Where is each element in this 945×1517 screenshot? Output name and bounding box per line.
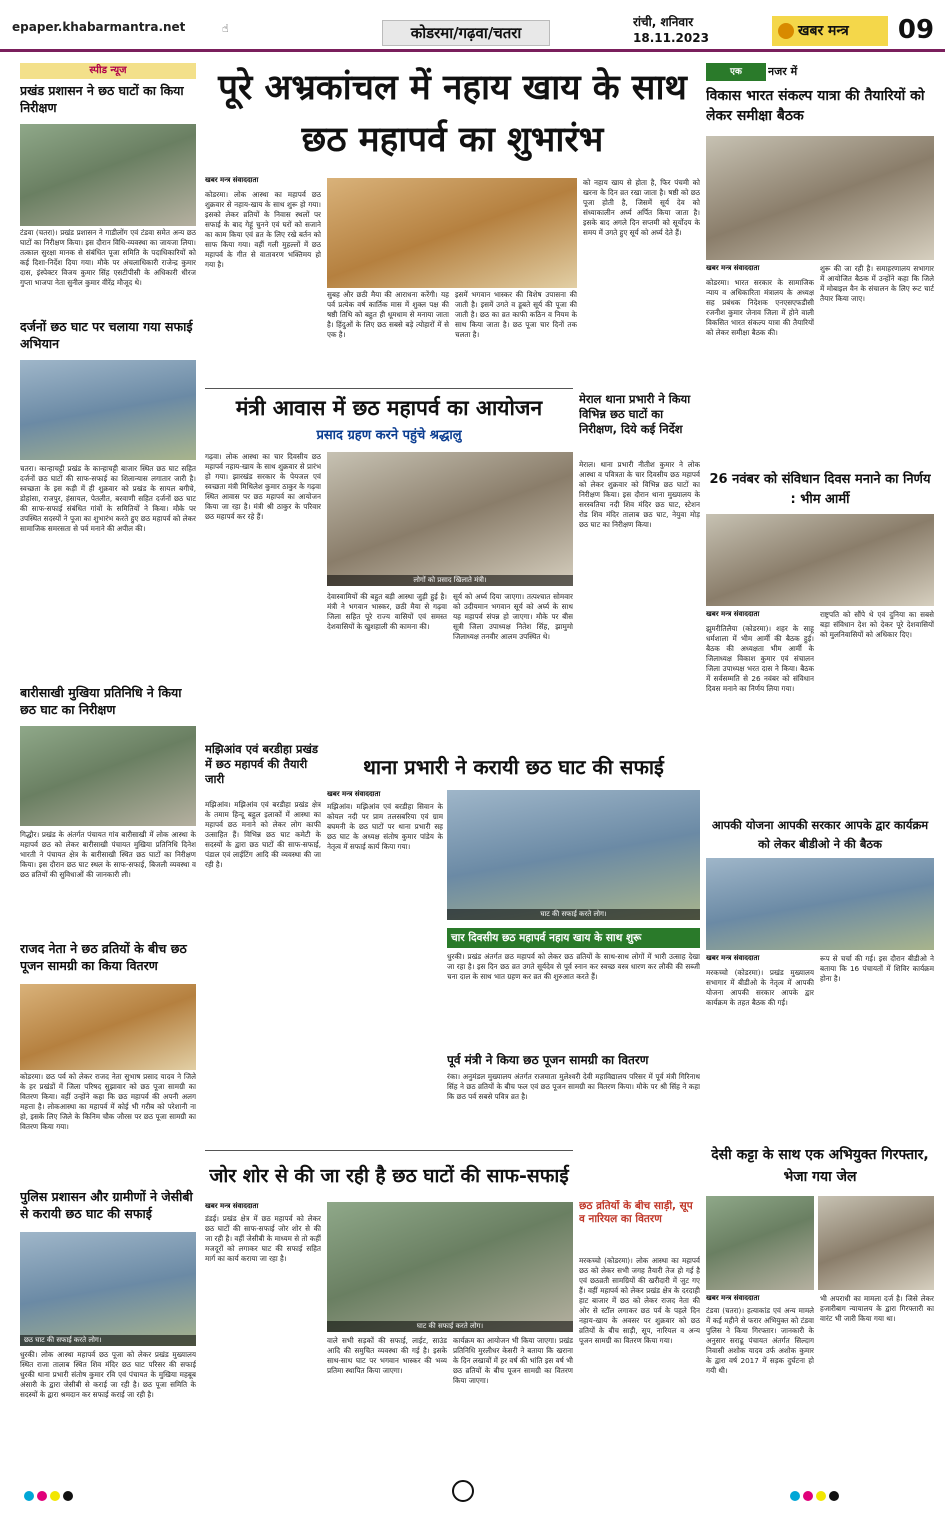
left-headline-5: पुलिस प्रशासन और ग्रामीणों ने जेसीबी से करायी छठ घाट की सफाई xyxy=(20,1189,193,1221)
epaper-url[interactable]: epaper.khabarmantra.net xyxy=(12,20,186,34)
brand-name: खबर मन्त्र xyxy=(798,23,849,39)
registration-mark-icon xyxy=(452,1480,474,1502)
cursor-icon: ☝ xyxy=(222,22,229,35)
main-photo xyxy=(327,178,577,288)
majhiaon-headline: मझिआंव एवं बरडीहा प्रखंड में छठ महापर्व की तैयारी जारी xyxy=(205,742,319,786)
right-byline-4: खबर मन्त्र संवाददाता xyxy=(706,1294,760,1302)
left-article-5: धुरकी। लोक आस्था महापर्व छठ पूजा को लेकर प्रखंड मुख्यालय स्थित राजा तालाब स्थित शिव मंदिर छठ घाट परिसर की सफाई धुरकी थाना प्रभारी संतोष कुमार रवि एवं पंचायत के मुखिया महबूब अंसारी के द्वारा जेसीबी से कराई जा रही है। छठ पूजा समिति के सदस्यों के द्वारा श्रमदान कर सफाई कराई जा रही है। xyxy=(20,1350,196,1399)
speed-news-strip xyxy=(20,63,196,79)
issue-date: 18.11.2023 xyxy=(633,31,709,45)
color-registration-dots-right xyxy=(790,1486,940,1502)
ghat-cleaning-col-2: वाले सभी सड़कों की सफाई, लाईट, साउंड आदि की समुचित व्यवस्था की गई है। इसके साथ-साथ घाट पर भगवान भास्कर की भव्य प्रतिमा स्थापित किया जाएगा। xyxy=(327,1336,447,1375)
right-article-3a: मरकच्चो (कोडरमा)। प्रखंड मुख्यालय सभागार में बीडीओ के नेतृत्व में आपकी योजना आपकी सरकार आपके द्वार कार्यक्रम के तहत बैठक की गई। xyxy=(706,968,814,1007)
police-byline: खबर मन्त्र संवाददाता xyxy=(327,790,381,798)
right-article-2a: झुमरीतिलैया (कोडरमा)। शहर के साहू धर्मशाला में भीम आर्मी की बैठक हुई। बैठक की अध्यक्षता भीम आर्मी के जिलाध्यक्ष विकाश कुमार एवं संचालन जिला उपाध्यक्ष भरत दास ने किया। बैठक में सर्वसम्मति से 26 नवंबर को संविधान दिवस मनाने का निर्णय लिया गया। xyxy=(706,624,814,693)
majhiaon-article: मझिआंव। मझिआंव एवं बरडीहा प्रखंड क्षेत्र के तमाम हिन्दू बहुल इलाकों में आस्था का महापर्व छठ मनाने को लेकर लोग काफी उत्साहित हैं। विभिन्न छठ घाट कमेटी के सदस्यों के द्वारा छठ घाटों की साफ-सफाई, पंडाल एवं लाईटिंग आदि की व्यवस्था की जा रही है। xyxy=(205,800,321,869)
police-cleaning-headline: थाना प्रभारी ने करायी छठ घाट की सफाई xyxy=(363,755,664,779)
ghat-cleaning-headline: जोर शोर से की जा रही है छठ घाटों की साफ-सफाई xyxy=(209,1165,569,1187)
former-minister-headline: पूर्व मंत्री ने किया छठ पूजन सामग्री का वितरण xyxy=(447,1053,649,1067)
meral-headline: मेराल थाना प्रभारी ने किया विभिन्न छठ घाटों का निरीक्षण, दिये कई निर्देश xyxy=(579,392,691,436)
right-headline-4: देसी कट्टा के साथ एक अभियुक्त गिरफ्तार, भेजा गया जेल xyxy=(711,1147,929,1185)
left-photo-1 xyxy=(20,124,196,226)
section-title: कोडरमा/गढ़वा/चतरा xyxy=(382,20,550,46)
main-article-col-2: सुबह और छठी मैया की आराधना करेंगी। यह पर्व प्रत्येक वर्ष कार्तिक मास में शुक्ल पक्ष की षष्ठी तिथि को बहुत ही धूमधाम से मनाया जाता है। हिंदुओं के लिए छठ सबसे बड़े त्योहारों में से एक है। xyxy=(327,290,449,339)
minister-article-col-3: सूर्य को अर्घ्य दिया जाएगा। तत्पश्चात सोमवार को उदीयमान भगवान सूर्य को अर्घ्य के साथ यह महापर्व संपन्न हो जाएगा। मौके पर बीस सूत्री जिला उपाध्यक्ष नितेश सिंह, झामुमो जिलाध्यक्ष तनवीर आलम उपस्थित थे। xyxy=(453,592,573,641)
right-byline-2: खबर मन्त्र संवाददाता xyxy=(706,610,760,618)
right-article-3b: रूप से चर्चा की गई। इस दौरान बीडीओ ने बताया कि 16 पंचायतों में शिविर कार्यक्रम होना है। xyxy=(820,954,934,983)
chhath-start-headline: चार दिवसीय छठ महापर्व नहाय खाय के साथ शुरू xyxy=(447,928,700,948)
ek-tag: एक xyxy=(706,63,766,81)
minister-headline: मंत्री आवास में छठ महापर्व का आयोजन xyxy=(235,396,543,420)
left-headline-2: दर्जनों छठ घाट पर चलाया गया सफाई अभियान xyxy=(20,319,193,351)
ghat-cleaning-caption: घाट की सफाई करते लोग। xyxy=(327,1321,573,1332)
former-minister-article: रंका। अनुमंडल मुख्यालय अंतर्गत राजमाता मुलेश्वरी देवी महाविद्यालय परिसर में पूर्व मंत्री गिरिनाथ सिंह ने छठ व्रतियों के बीच फल एवं छठ पूजन सामग्री का वितरण किया। मौके पर श्री सिंह ने कहा कि छठ पर्व सबसे पवित्र व्रत है। xyxy=(447,1072,700,1101)
right-article-2b: राष्ट्रपति को सौंपे थे एवं दुनिया का सबसे बड़ा संविधान देश को देकर पूरे देशवासियों को मुलनिवासियों को अधिकार दिए। xyxy=(820,610,934,639)
minister-article-col-1: गढ़वा। लोक आस्था का चार दिवसीय छठ महापर्व नहाय-खाय के साथ शुक्रवार से प्रारंभ हो गया। झारखंड सरकार के पेयजल एवं स्वच्छता मंत्री मिथिलेश कुमार ठाकुर के गढ़वा स्थित आवास पर छठ महापर्व का आयोजन किया जा रहा है। मंत्री श्री ठाकुर के परिवार छठ महापर्व कर रहे हैं। xyxy=(205,452,321,521)
nazar-mein-tag: नजर में xyxy=(768,65,798,78)
left-article-3: गिद्धौर। प्रखंड के अंतर्गत पंचायत गांव बारीसाखी में लोक आस्था के महापर्व छठ को लेकर बारीसाखी पंचायत मुखिया प्रतिनिधि दिनेश भारती ने पंचायत क्षेत्र के बारीसाखी स्थित छठ घाटों का निरीक्षण किया। इस दौरान छठ घाट स्थल के साफ-सफाई, बिजली व्यवस्था व छठ व्रतियों की सुविधाओं की जानकारी ली। xyxy=(20,830,196,879)
meral-article: मेराल। थाना प्रभारी नीतीश कुमार ने लोक आस्था व पवित्रता के चार दिवसीय छठ महापर्व को लेकर शुक्रवार को विभिन्न छठ घाटों का निरीक्षण किया। इस दौरान थाना मुख्यालय के सरस्वतिया नदी शिव मंदिर छठ घाट, स्टेशन रोड शिव मंदिर तालाब छठ घाट, नेयुवा मोड़ छठ घाट का निरीक्षण किया। xyxy=(579,460,700,529)
right-article-1a: कोडरमा। भारत सरकार के सामाजिक न्याय व अधिकारिता मंत्रालय के अध्यक्ष सह प्रबंधक निदेशक एनएसएफडीसी रजनीश कुमार जेनाव जिला में होने वाली विकसित भारत संकल्प यात्रा की तैयारियों को लेकर समीक्षा बैठक की। xyxy=(706,278,814,337)
minister-subhead: प्रसाद ग्रहण करने पहुंचे श्रद्धालु xyxy=(316,428,462,443)
ghat-byline: खबर मन्त्र संवाददाता xyxy=(205,1202,259,1210)
right-byline-3: खबर मन्त्र संवाददाता xyxy=(706,954,760,962)
police-cleaning-article: मझिआंव। मझिआंव एवं बरडीहा सिवान के कोयल नदी पर प्राम तलसबरिया एवं ग्राम बघमनी के छठ घाटों पर थाना प्रभारी सह छठ घाट के अध्यक्ष संतोष कुमार पांडेय के नेतृत्व में सफाई कार्य किया गया। xyxy=(327,802,443,851)
left-article-4: कोडरमा। छठ पर्व को लेकर राजद नेता सुभाष प्रसाद यादव ने जिले के हर प्रखंडों में जिला परिषद सुझावार को छठ पूजा सामग्री का वितरण किया। वहीं उन्होंने कहा कि छठ महापर्व की अपनी अलग महत्ता है। लोकआस्था का महापर्व में कोई भी गरीब को परेशानी ना हो, इसके लिए जिले के किनिम चौक जौरस पर छठ पूजा सामग्री का वितरण किया गया। xyxy=(20,1072,196,1131)
police-cleaning-caption: घाट की सफाई करते लोग। xyxy=(447,909,700,920)
right-photo-2 xyxy=(706,514,934,606)
divider xyxy=(205,1150,573,1151)
left-photo-4 xyxy=(20,984,196,1070)
dateline xyxy=(633,14,709,46)
right-headline-1: विकास भारत संकल्प यात्रा की तैयारियों को लेकर समीक्षा बैठक xyxy=(706,88,925,124)
brand-logo xyxy=(772,16,888,46)
ghat-cleaning-col-3: कार्यक्रम का आयोजन भी किया जाएगा। प्रखंड प्रतिनिधि मुरलीधर केसरी ने बताया कि खराना के दिन लखावों में हर वर्ष की भांति इस वर्ष भी छठ व्रतियों के बीच पूजन सामग्री का वितरण किया जाएगा। xyxy=(453,1336,573,1385)
chhath-start-article: धुरकी। प्रखंड अंतर्गत छठ महापर्व को लेकर छठ व्रतियों के साथ-साथ लोगों में भारी उत्साह देखा जा रहा है। इस दिन छठ व्रत उगते सूर्यदेव से पूर्व स्नान कर स्वच्छ वस्त्र धारण कर लौकी की सब्जी चना दाल के साथ भात ग्रहण कर व्रत की शुरुआत करते हैं। xyxy=(447,952,700,981)
left-headline-4: राजद नेता ने छठ व्रतियों के बीच छठ पूजन सामग्री का किया वितरण xyxy=(20,941,187,973)
left-photo-5 xyxy=(20,1232,196,1346)
main-headline: पूरे अभ्रकांचल में नहाय खाय के साथ छठ महापर्व का शुभारंभ xyxy=(218,68,687,160)
right-photo-4b xyxy=(818,1196,934,1290)
right-article-4a: टंडवा (चतरा)। हत्याकांड एवं अन्य मामले में कई महीने से फरार अभियुक्त को टंडवा पुलिस ने किया गिरफ्तार। जानकारी के अनुसार सराढू पंचायत अंतर्गत सिल्दाग निवासी अशोक यादव उर्फ अशोक कुमार के द्वारा वर्ष 2017 में सड़क दुर्घटना हो गयी थी। xyxy=(706,1306,814,1375)
left-headline-3: बारीसाखी मुखिया प्रतिनिधि ने किया छठ घाट का निरीक्षण xyxy=(20,685,182,717)
left-caption-5: छठ घाट की सफाई करते लोग। xyxy=(20,1335,196,1346)
page-number: 09 xyxy=(897,15,935,45)
police-cleaning-photo xyxy=(447,790,700,920)
saree-distribution-article: मरकच्चो (कोडरमा)। लोक आस्था का महापर्व छठ को लेकर सभी जगह तैयारी तेज हो गई है एवं छठव्रती सामग्रियों की खरीदारी में जुट गए हैं। वहीं महापर्व को लेकर प्रखंड क्षेत्र के दरदाही हाट बाजार में छठ को लेकर राजद नेता की ओर से स्टॉल लगाकर छठ पर्व के पहले दिन नहाय-खाय के अवसर पर शुक्रवार को छठ व्रतियों के बीच साड़ी, सूप, नारियल व अन्य पूजन सामग्री का वितरण किया गया। xyxy=(579,1256,700,1345)
city-day: रांची, शनिवार xyxy=(633,15,694,29)
right-photo-3 xyxy=(706,858,934,950)
ghat-cleaning-col-1: डंडई। प्रखंड क्षेत्र में छठ महापर्व को लेकर छठ घाटों की साफ-सफाई जोर शोर से की जा रही है। वहीं जेसीबी के माध्यम से तो कहीं मजदूरों को लगाकर घाट की सफाई सहित मार्ग का कार्य कराया जा रहा है। xyxy=(205,1214,321,1263)
divider xyxy=(205,388,573,389)
minister-caption: लोगों को प्रसाद खिलाते मंत्री। xyxy=(327,575,573,586)
right-headline-3: आपकी योजना आपकी सरकार आपके द्वार कार्यक्रम को लेकर बीडीओ ने की बैठक xyxy=(711,818,929,851)
saree-distribution-headline: छठ व्रतियों के बीच साड़ी, सूप व नारियल का वितरण xyxy=(579,1200,693,1225)
right-article-1b: शुरू की जा रही है। समाहरणालय सभागार में आयोजित बैठक में उन्होंने कहा कि जिले में मोबाइल वैन के संचालन के लिए रूट चार्ट तैयार किया जाए। xyxy=(820,264,934,303)
left-article-2: चतरा। कान्हाचट्टी प्रखंड के कान्हाचट्टी बाजार स्थित छठ घाट सहित दर्जनों छठ घाटों की साफ-सफाई का शिलान्यास लगातार जारी है। स्वच्छता के इस कड़ी में ही शुक्रवार को प्रखंड के सायल बगीचे, डोहांसा, राजपुर, हंसायल, पेतलीत, बरवाणी सहित दर्जनों छठ घाट की साफ-सफाई संबंधित गांवों के समितियों ने किया। मौके पर उपस्थित सदस्यों ने पूजा का शुभारंभ करते हुए छठ महापर्व को लेकर सामाजिक समरसता से पर्व मनाने की अपील की। xyxy=(20,464,196,533)
main-article-col-1: कोडरमा। लोक आस्था का महापर्व छठ शुक्रवार से नहाय-खाय के साथ शुरू हो गया। इसको लेकर व्रतियों के निवास स्थलों पर सफाई के बाद गेहूं चुनने एवं घरों को सजाने का काम किया एवं व्रत के लिए रखे बर्तन को साफ किया गया। वहीं गली मुहल्लों में छठ महापर्व के गीत से वातावरण भक्तिमय हो गया है। xyxy=(205,190,321,269)
left-photo-2 xyxy=(20,360,196,460)
minister-article-col-2: देवास्वामियों की बहुत बड़ी आस्था जुड़ी हुई है। मंत्री ने भगवान भास्कर, छठी मैया से गढ़वा जिला सहित पूरे राज्य वासियों एवं समस्त देशवासियों के खुशहाली की कामना की। xyxy=(327,592,447,631)
left-photo-3 xyxy=(20,726,196,826)
right-photo-1 xyxy=(706,136,934,260)
color-registration-dots-left xyxy=(24,1486,174,1502)
left-article-1: टंडवा (चतरा)। प्रखंड प्रशासन ने गाडीलोंग एवं टंडवा समेत अन्य छठ घाटों का निरीक्षण किया। इस दौरान विधि-व्यवस्था का जायजा लिया। तत्काल सुरक्षा मानक से संबंधित पूजा समिति के पदाधिकारियों को कई दिशा-निर्देश दिया गया। मौके पर अंचलाधिकारी राजेन्द्र कुमार दास, इंस्पेक्टर विजय कुमार सिंह एसटीपीसी के अधिकारी धीरज गुप्ता भाजपा नेता सुनील कुमार वीरेंद्र मौजूद थे। xyxy=(20,228,196,287)
minister-photo xyxy=(327,452,573,586)
right-article-4b: भी अपराधी का मामला दर्ज है। जिसे लेकर हजारीबाग न्यायालय के द्वारा गिरफ्तारी का वारंट भी जारी किया गया था। xyxy=(820,1294,934,1323)
right-byline-1: खबर मन्त्र संवाददाता xyxy=(706,264,760,272)
speed-news-label: स्पीड न्यूज xyxy=(89,65,127,76)
left-headline-1: प्रखंड प्रशासन ने छठ घाटों का किया निरीक्षण xyxy=(20,83,184,115)
ghat-cleaning-photo xyxy=(327,1202,573,1332)
main-byline: खबर मन्त्र संवाददाता xyxy=(205,176,259,184)
main-article-col-3: इसमें भगवान भास्कर की विशेष उपासना की जाती है। इसमें उगते व डूबते सूर्य की पूजा की जाती है। छठ का व्रत काफी कठिन व नियम के साथ किया जाता है। छठ पूजा चार दिनों तक चलता है। xyxy=(455,290,577,339)
main-article-col-4: को नहाय खाय से होता है, फिर पंचमी को खरना के दिन व्रत रखा जाता है। षष्ठी को छठ पूजा होती है, जिसमें सूर्य देव को संध्याकालीन अर्घ्य अर्पित किया जाता है। इसके बाद अगले दिन सप्तमी को सूर्योदय के समय में उगते हुए सूर्य को अर्घ्य देते हैं। xyxy=(583,178,700,237)
right-photo-4a xyxy=(706,1196,814,1290)
right-headline-2: 26 नवंबर को संविधान दिवस मनाने का निर्णय : भीम आर्मी xyxy=(709,472,931,507)
